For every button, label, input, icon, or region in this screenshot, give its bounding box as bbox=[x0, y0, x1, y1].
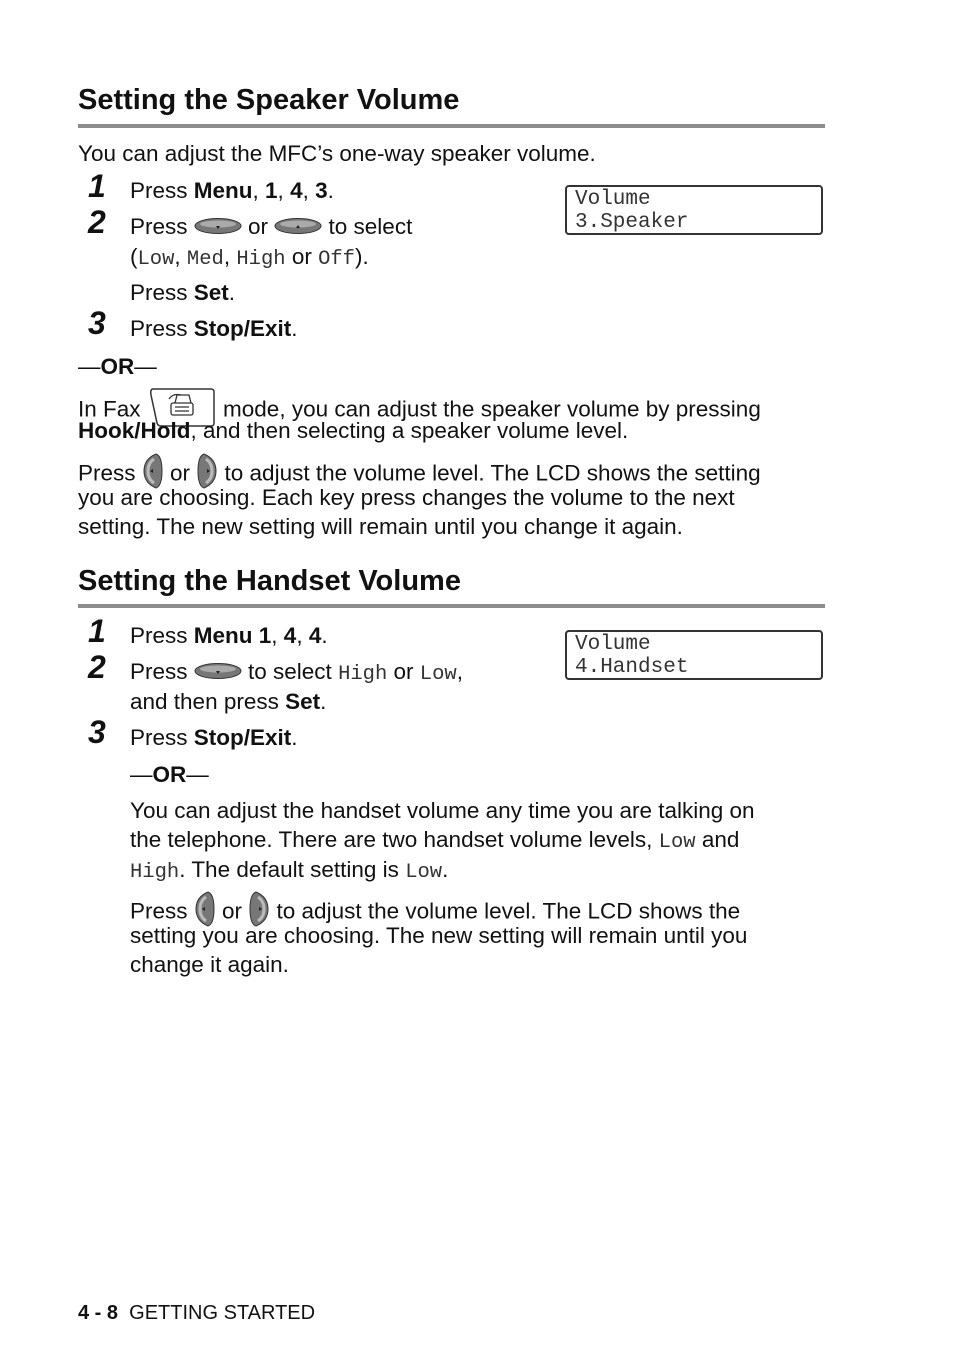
section-rule bbox=[78, 124, 825, 128]
lcd-line-1: Volume bbox=[575, 633, 651, 656]
press-paragraph-line2: you are choosing. Each key press changes the volume to the next bbox=[78, 485, 735, 510]
speaker-step2-line1: Press or to select bbox=[130, 212, 412, 243]
fax-paragraph-line1: In Fax mode, you can adjust the speaker volume by pressing bbox=[78, 387, 761, 435]
handset-step2-line1: Press to select High or Low, bbox=[130, 659, 463, 686]
press-paragraph-line1: Press or to adjust the volume level. The LCD shows the setting bbox=[78, 453, 761, 497]
handset-press-line2: setting you are choosing. The new setting will remain until you bbox=[130, 923, 748, 948]
or-separator: —OR— bbox=[78, 354, 157, 379]
speaker-section-title: Setting the Speaker Volume bbox=[78, 84, 460, 116]
fax-paragraph-line2: Hook/Hold, and then selecting a speaker volume level. bbox=[78, 418, 629, 443]
step-number: 2 bbox=[88, 204, 106, 240]
section-name: GETTING STARTED bbox=[129, 1302, 316, 1324]
handset-paragraph-line3: High. The default setting is Low. bbox=[130, 857, 449, 884]
page-number: 4 - 8 bbox=[78, 1302, 119, 1324]
speaker-step2-line2: (Low, Med, High or Off). bbox=[130, 244, 369, 271]
lcd-display bbox=[565, 185, 823, 235]
handset-step2-line2: and then press Set. bbox=[130, 689, 327, 714]
step-number: 1 bbox=[88, 168, 106, 204]
press-paragraph-line3: setting. The new setting will remain until you change it again. bbox=[78, 514, 683, 539]
lcd-line-2: 3.Speaker bbox=[575, 211, 689, 234]
handset-press-line3: change it again. bbox=[130, 952, 289, 977]
handset-paragraph-line1: You can adjust the handset volume any time you are talking on bbox=[130, 798, 755, 823]
step-number: 1 bbox=[88, 613, 106, 649]
or-separator: —OR— bbox=[130, 762, 209, 787]
step-number: 3 bbox=[88, 714, 106, 750]
step-number: 2 bbox=[88, 649, 106, 685]
handset-paragraph-line2: the telephone. There are two handset volume levels, Low and bbox=[130, 827, 740, 854]
navigation-key-icon bbox=[194, 213, 242, 243]
navigation-key-icon bbox=[194, 658, 242, 688]
handset-press-line1: Press or to adjust the volume level. The LCD shows the bbox=[130, 891, 740, 935]
handset-step3: Press Stop/Exit. bbox=[130, 725, 298, 750]
speaker-step1: Press Menu, 1, 4, 3. bbox=[130, 178, 334, 203]
lcd-display bbox=[565, 630, 823, 680]
handset-section-title: Setting the Handset Volume bbox=[78, 565, 461, 597]
speaker-step2-set: Press Set. bbox=[130, 280, 236, 305]
speaker-step3: Press Stop/Exit. bbox=[130, 316, 298, 341]
speaker-intro: You can adjust the MFC’s one-way speaker volume. bbox=[78, 141, 596, 166]
section-rule bbox=[78, 604, 825, 608]
handset-step1: Press Menu 1, 4, 4. bbox=[130, 623, 328, 648]
navigation-key-icon bbox=[274, 213, 322, 243]
lcd-line-2: 4.Handset bbox=[575, 656, 689, 679]
step-number: 3 bbox=[88, 305, 106, 341]
page-footer bbox=[78, 1302, 315, 1325]
lcd-line-1: Volume bbox=[575, 188, 651, 211]
